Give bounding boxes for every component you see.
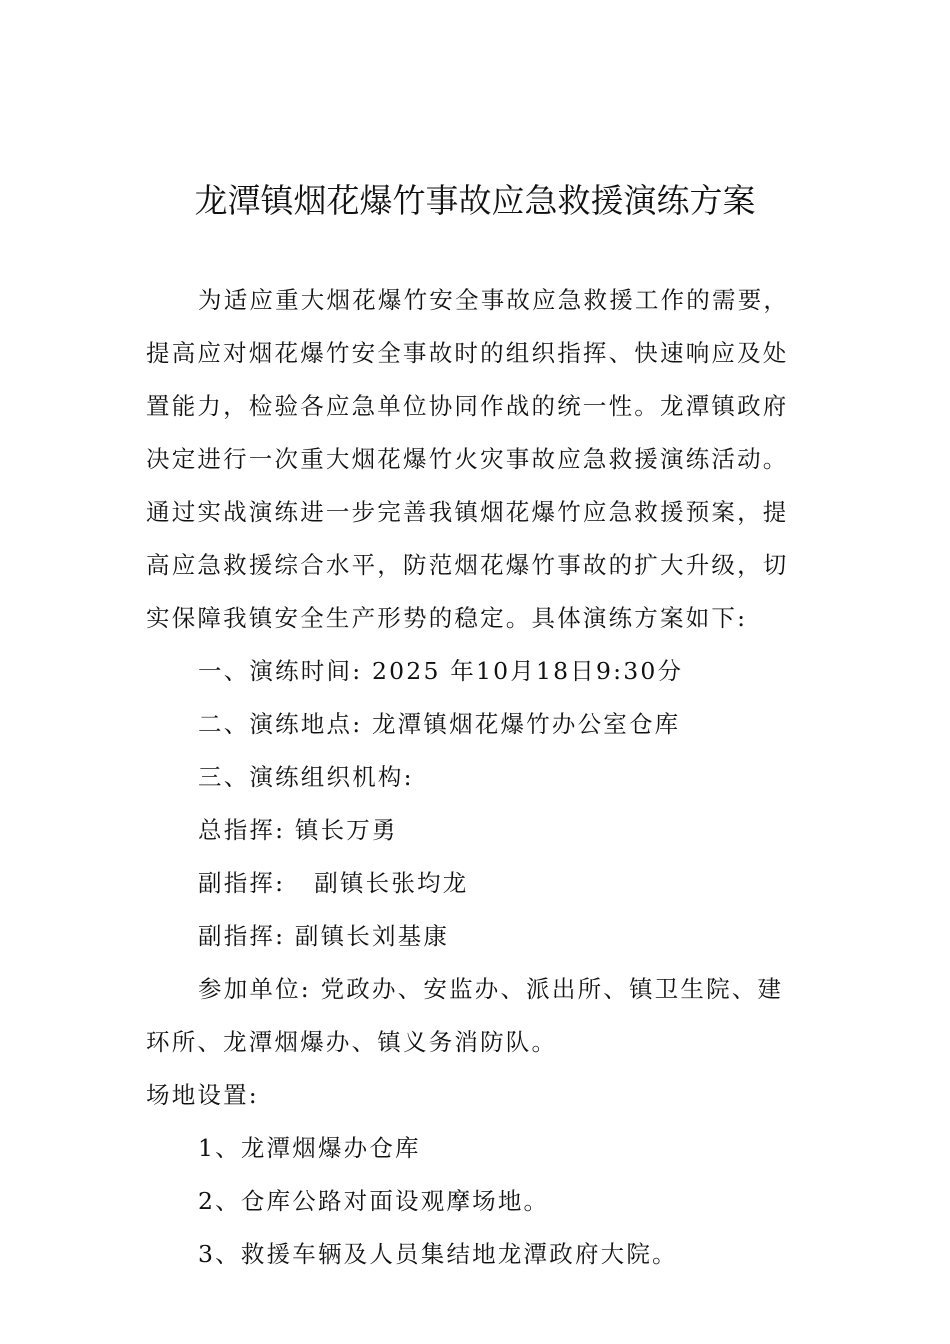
commander xyxy=(146,804,810,857)
drill-place-text: 二、演练地点: 龙潭镇烟花爆竹办公室仓库 xyxy=(198,710,681,738)
intro-line: 实保障我镇安全生产形势的稳定。具体演练方案如下: xyxy=(146,604,748,632)
venue-item-text: 1、龙潭烟爆办仓库 xyxy=(198,1134,421,1162)
deputy-commander-1-text: 副指挥: 副镇长张均龙 xyxy=(198,869,469,897)
participating-units xyxy=(146,963,810,1069)
venue-item xyxy=(146,1228,810,1281)
venue-item-text: 2、仓库公路对面设观摩场地。 xyxy=(198,1187,550,1215)
drill-time xyxy=(146,645,810,698)
intro-line: 决定进行一次重大烟花爆竹火灾事故应急救援演练活动。 xyxy=(146,445,789,473)
intro-line: 提高应对烟花爆竹安全事故时的组织指挥、快速响应及处 xyxy=(146,339,789,367)
intro-paragraph xyxy=(146,274,810,645)
intro-line: 为适应重大烟花爆竹安全事故应急救援工作的需要， xyxy=(198,286,790,314)
venue-item xyxy=(146,1175,810,1228)
intro-line: 通过实战演练进一步完善我镇烟花爆竹应急救援预案，提 xyxy=(146,498,789,526)
document-title: 龙潭镇烟花爆竹事故应急救援演练方案 xyxy=(194,181,756,220)
intro-line: 置能力，检验各应急单位协同作战的统一性。龙潭镇政府 xyxy=(146,392,789,420)
drill-organization-text: 三、演练组织机构: xyxy=(198,763,414,791)
venue-item-text: 3、救援车辆及人员集结地龙潭政府大院。 xyxy=(198,1240,678,1268)
drill-time-text: 一、演练时间: 2025 年10月18日9:30分 xyxy=(198,657,684,685)
participating-units-line: 环所、龙潭烟爆办、镇义务消防队。 xyxy=(146,1028,558,1056)
deputy-commander-1 xyxy=(146,857,810,910)
drill-place xyxy=(146,698,810,751)
intro-line: 高应急救援综合水平，防范烟花爆竹事故的扩大升级，切 xyxy=(146,551,789,579)
commander-text: 总指挥: 镇长万勇 xyxy=(198,816,398,844)
venue-heading-text: 场地设置: xyxy=(146,1081,259,1109)
deputy-commander-2-text: 副指挥: 副镇长刘基康 xyxy=(198,922,450,950)
drill-organization xyxy=(146,751,810,804)
document-body xyxy=(146,274,810,1281)
participating-units-line: 参加单位: 党政办、安监办、派出所、镇卫生院、建 xyxy=(198,975,784,1003)
deputy-commander-2 xyxy=(146,910,810,963)
venue-item xyxy=(146,1122,810,1175)
venue-heading xyxy=(146,1069,810,1122)
